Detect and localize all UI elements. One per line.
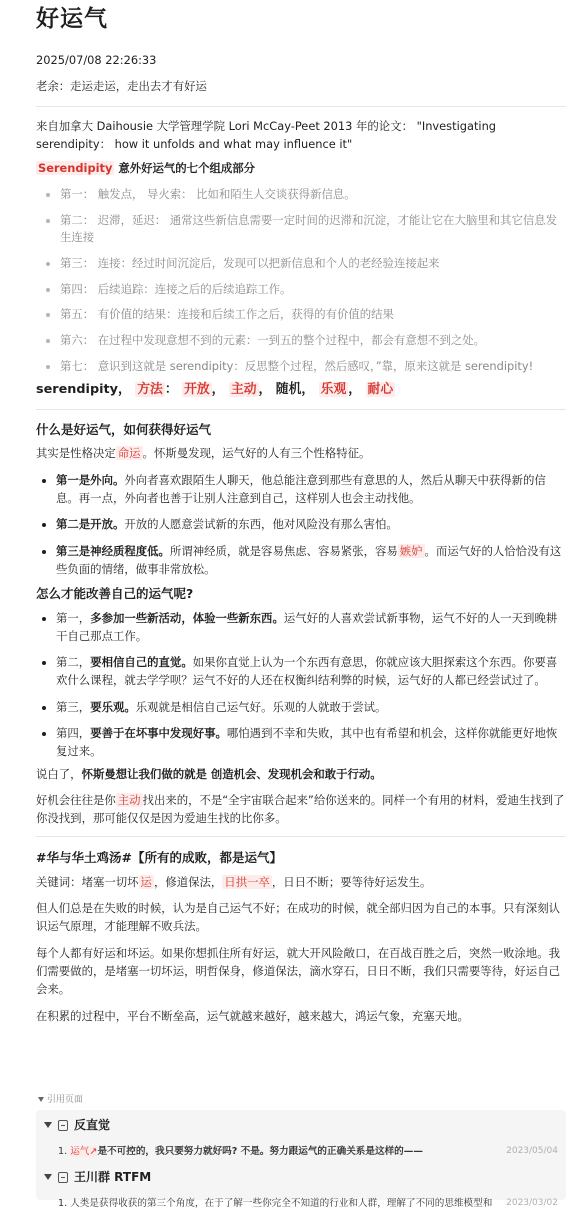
divider — [36, 409, 566, 410]
serendipity-heading — [36, 160, 566, 178]
intro-text: 其实是性格决定 — [36, 446, 116, 460]
method-random: 随机 — [275, 382, 302, 397]
references-header: 引用页面 — [46, 1095, 83, 1105]
kw-text: 关键词：堵塞一切坏 — [36, 875, 139, 889]
list-item: 第五： 有价值的结果：连接和后续工作之后，获得的有价值的结果 — [36, 306, 566, 324]
document-icon — [58, 1120, 68, 1131]
note-motto: 老余：走运走运，走出去才有好运 — [36, 79, 207, 93]
divider — [36, 106, 566, 107]
item-text: 所谓神经质，就是容易焦虑、容易紧张，容易 — [169, 544, 398, 559]
method-patience: 耐心 — [367, 382, 394, 397]
reference-title[interactable]: 王川群 RTFM — [74, 1170, 152, 1184]
section2-list — [36, 610, 566, 770]
serendipity-list — [36, 186, 566, 383]
summary-prefix: 说白了， — [36, 767, 82, 781]
list-item — [36, 610, 566, 645]
item-text: 如果你直觉上认为一个东西有意思，你就应该大胆探索这个东西。你要喜欢什么课程，就去学学呗？运气不好的人还在权衡纠结利弊的时候，运气好的人都已经尝试过了。 — [56, 655, 558, 688]
highlight-active: 主动 — [117, 793, 141, 807]
item-bold: 要相信自己的直觉。 — [90, 655, 193, 670]
item-prefix: 第四， — [56, 726, 91, 741]
reference-card[interactable] — [36, 1162, 566, 1209]
section2-paragraph — [36, 792, 566, 827]
section3-body — [36, 900, 566, 1036]
list-item — [36, 516, 566, 534]
list-item: 第七： 意识到这就是 serendipity：反思整个过程，然后感叹，”靠，原来这就是 serendipity! — [36, 358, 566, 376]
list-item — [36, 699, 566, 717]
section1-list — [36, 472, 566, 587]
list-item: 第一： 触发点， 导火索： 比如和陌生人交谈获得新信息。 — [36, 186, 566, 204]
intro-source: 来自加拿大 Daihousie 大学管理学院 Lori McCay-Peet 2013 年的论文： — [36, 119, 413, 133]
method-label: 方法 — [137, 382, 163, 397]
item-bold: 第二是开放。 — [56, 517, 125, 532]
list-item — [36, 543, 566, 578]
collapse-icon[interactable] — [44, 1122, 52, 1128]
summary-bold: 怀斯曼想让我们做的就是 创造机会、发现机会和敢于行动。 — [81, 767, 382, 781]
list-item: 第四： 后续追踪：连接之后的后续追踪工作。 — [36, 281, 566, 299]
serendipity-method-line — [36, 380, 566, 400]
item-bold: 要善于在坏事中发现好事。 — [90, 726, 227, 741]
item-number: 1. — [58, 1145, 68, 1157]
paragraph: 在积累的过程中，平台不断垒高，运气就越来越好，越来越大，鸿运气象，充塞天地。 — [36, 1009, 469, 1024]
para-text: 找出来的，不是“全宇宙联合起来”给你送来的。同样一个有用的材料，爱迪生找到了你没找到，那可能仅仅是因为爱迪生找的比你多。 — [36, 793, 565, 825]
paragraph: 每个人都有好运和坏运。如果你想抓住所有好运，就大开风险敞口，在百战百胜之后，突然一败涂地。我们需要做的，是堵塞一切坏运，明哲保身，修道保法，滴水穿石，日日不断，我们只需要等待，好运自己会来。 — [36, 946, 560, 996]
method-active: 主动 — [230, 382, 257, 397]
serendipity-keyword: Serendipity — [38, 161, 113, 175]
reference-title-row — [44, 1116, 558, 1135]
divider — [36, 836, 566, 837]
item-number: 1. — [58, 1197, 68, 1209]
item-bold: 要乐观。 — [90, 699, 136, 714]
section-heading: 怎么才能改善自己的运气呢? — [36, 586, 194, 601]
method-sep: ， — [348, 382, 362, 397]
item-text: 哪怕遇到不幸和失败，其中也有希望和机会，这样你就能更好地恢复过来。 — [56, 726, 558, 759]
collapse-icon[interactable] — [44, 1174, 52, 1180]
method-sep: ， — [211, 382, 225, 397]
paragraph: 但人们总是在失败的时候，认为是自己运气不好；在成功的时候，就全部归因为自己的本事。只有深刻认识运气原理，才能理解不败兵法。 — [36, 901, 560, 933]
list-item: 第三： 连接：经过时间沉淀后，发现可以把新信息和个人的老经验连接起来 — [36, 255, 566, 273]
references-toggle[interactable] — [38, 1094, 83, 1108]
intro-paragraph — [36, 118, 566, 153]
list-item: 第六： 在过程中发现意想不到的元素：一到五的整个过程中，都会有意想不到之处。 — [36, 332, 566, 350]
kw-text: ，日日不断；要等待好运发生。 — [271, 875, 432, 889]
item-text: 乐观就是相信自己运气好。乐观的人就敢于尝试。 — [135, 699, 387, 714]
method-sep: ， — [258, 382, 272, 397]
method-optimism: 乐观 — [320, 382, 347, 397]
list-item — [36, 654, 566, 689]
item-text: 。而运气好的人恰恰没有这些负面的情绪，做事非常放松。 — [56, 544, 562, 576]
highlight-luck: 运 — [140, 875, 152, 889]
item-prefix: 第一， — [56, 611, 91, 625]
item-bold: 第三是神经质程度低。 — [56, 544, 170, 559]
reference-card[interactable] — [36, 1110, 566, 1170]
item-prefix: 第三， — [56, 699, 91, 714]
item-text: 开放的人愿意尝试新的东西，他对风险没有那么害怕。 — [124, 517, 398, 532]
highlight-jealousy: 嫉妒 — [399, 544, 423, 559]
reference-item — [44, 1197, 558, 1211]
intro-text: 。怀斯曼发现，运气好的人有三个性格特征。 — [142, 446, 371, 460]
document-icon — [58, 1172, 68, 1183]
list-item — [36, 725, 566, 760]
section-heading: #华与华土鸡汤#【所有的成败，都是运气】 — [36, 850, 282, 865]
item-bold: 多参加一些新活动，体验一些新东西。 — [90, 611, 284, 625]
reference-text: 人类是获得收获的第三个角度，在于了解一些你完全不知道的行业和人群，理解了不同的思维模型和 — [70, 1197, 493, 1209]
reference-title-row — [44, 1168, 558, 1187]
method-colon: ： — [164, 382, 178, 397]
page-title: 好运气 — [36, 6, 108, 32]
reference-title[interactable]: 反直觉 — [74, 1118, 111, 1132]
kw-text: ，修道保法， — [153, 875, 223, 889]
list-item: 第二： 迟滞，延迟： 通常这些新信息需要一定时间的迟滞和沉淀，才能让它在大脑里和其它信息发生连接 — [36, 212, 566, 247]
serendipity-heading-text: 意外好运气的七个组成部分 — [114, 161, 256, 175]
item-text: 运气好的人喜欢尝试新事物，运气不好的人一天到晚耕干自己那点工作。 — [56, 611, 558, 643]
item-prefix: 第二， — [56, 655, 91, 670]
item-bold: 第一是外向。 — [56, 473, 125, 487]
highlight-daily-step: 日拱一卒 — [224, 875, 270, 889]
reference-link[interactable]: 运气↗ — [70, 1145, 98, 1157]
section1-intro — [36, 445, 566, 463]
reference-item — [44, 1145, 558, 1160]
section2-summary — [36, 766, 566, 784]
paper-title: "Investigating serendipity： how it unfolds and what may influence it" — [36, 119, 497, 151]
method-open: 开放 — [184, 382, 210, 397]
reference-date: 2023/05/04 — [506, 1145, 558, 1156]
reference-text: 是不可控的，我只要努力就好吗? 不是。努力跟运气的正确关系是这样的—— — [97, 1145, 423, 1157]
section-heading: 什么是好运气，如何获得好运气 — [36, 422, 212, 437]
triangle-down-icon — [38, 1097, 44, 1102]
reference-date: 2023/03/02 — [506, 1197, 558, 1208]
method-prefix: serendipity， — [36, 382, 131, 397]
para-text: 好机会往往是你 — [36, 793, 116, 807]
item-text: 外向者喜欢跟陌生人聊天，他总能注意到那些有意思的人，然后从聊天中获得新的信息。再一点，外向者也善于让别人注意到自己，这样别人也会主动找他。 — [56, 473, 546, 505]
list-item — [36, 472, 566, 507]
note-datetime: 2025/07/08 22:26:33 — [36, 53, 157, 67]
method-sep: ， — [301, 382, 315, 397]
highlight-fate: 命运 — [117, 446, 141, 460]
section3-keywords — [36, 874, 566, 892]
